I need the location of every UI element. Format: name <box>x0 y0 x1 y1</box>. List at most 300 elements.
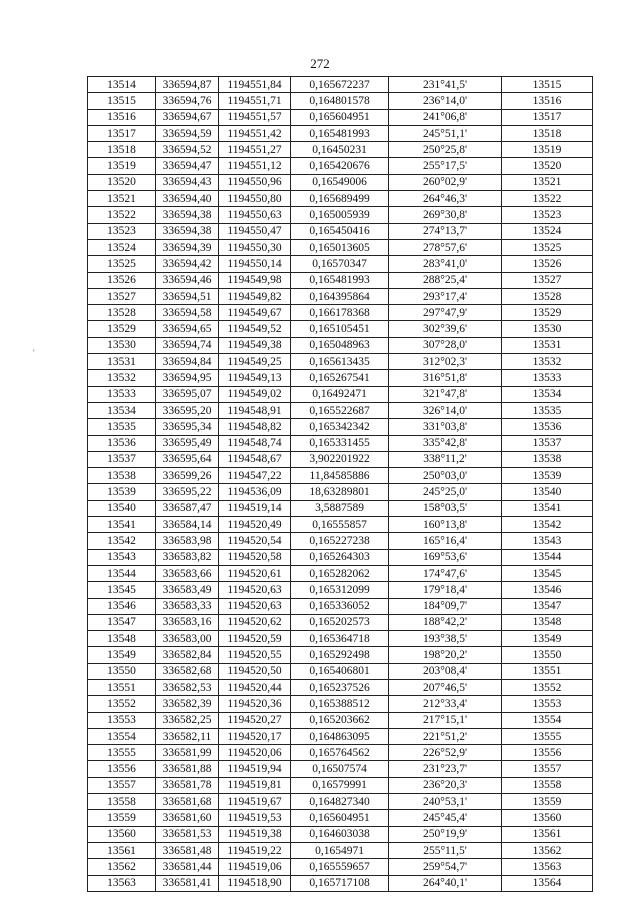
bearing-cell: 278°57,6' <box>389 239 502 255</box>
table-row <box>88 598 593 614</box>
point-number-cell: 13532 <box>88 370 156 386</box>
distance-cell: 0,164395864 <box>291 288 389 304</box>
y-coordinate-cell: 1194519,94 <box>219 761 291 777</box>
next-point-cell: 13517 <box>502 109 593 125</box>
y-coordinate-cell: 1194520,50 <box>219 663 291 679</box>
distance-cell: 0,165013605 <box>291 239 389 255</box>
x-coordinate-cell: 336583,98 <box>156 533 219 549</box>
next-point-cell: 13558 <box>502 777 593 793</box>
x-coordinate-cell: 336594,76 <box>156 93 219 109</box>
table-row <box>88 305 593 321</box>
distance-cell: 11,84585886 <box>291 468 389 484</box>
point-number-cell: 13515 <box>88 93 156 109</box>
x-coordinate-cell: 336582,11 <box>156 728 219 744</box>
table-row <box>88 370 593 386</box>
point-number-cell: 13548 <box>88 631 156 647</box>
next-point-cell: 13548 <box>502 614 593 630</box>
y-coordinate-cell: 1194549,82 <box>219 288 291 304</box>
bearing-cell: 274°13,7' <box>389 223 502 239</box>
next-point-cell: 13541 <box>502 500 593 516</box>
point-number-cell: 13516 <box>88 109 156 125</box>
y-coordinate-cell: 1194519,38 <box>219 826 291 842</box>
distance-cell: 0,165388512 <box>291 696 389 712</box>
table-row <box>88 517 593 533</box>
bearing-cell: 250°03,0' <box>389 468 502 484</box>
bearing-cell: 236°20,3' <box>389 777 502 793</box>
distance-cell: 0,165420676 <box>291 158 389 174</box>
distance-cell: 0,165267541 <box>291 370 389 386</box>
point-number-cell: 13520 <box>88 174 156 190</box>
distance-cell: 0,165450416 <box>291 223 389 239</box>
next-point-cell: 13551 <box>502 663 593 679</box>
distance-cell: 0,165105451 <box>291 321 389 337</box>
x-coordinate-cell: 336583,33 <box>156 598 219 614</box>
point-number-cell: 13535 <box>88 419 156 435</box>
point-number-cell: 13562 <box>88 859 156 875</box>
table-row <box>88 761 593 777</box>
y-coordinate-cell: 1194519,22 <box>219 842 291 858</box>
next-point-cell: 13535 <box>502 402 593 418</box>
bearing-cell: 188°42,2' <box>389 614 502 630</box>
x-coordinate-cell: 336583,16 <box>156 614 219 630</box>
table-row <box>88 142 593 158</box>
distance-cell: 0,165203662 <box>291 712 389 728</box>
distance-cell: 0,165717108 <box>291 875 389 891</box>
distance-cell: 0,165048963 <box>291 337 389 353</box>
point-number-cell: 13529 <box>88 321 156 337</box>
y-coordinate-cell: 1194519,06 <box>219 859 291 875</box>
x-coordinate-cell: 336594,95 <box>156 370 219 386</box>
y-coordinate-cell: 1194551,57 <box>219 109 291 125</box>
next-point-cell: 13533 <box>502 370 593 386</box>
table-row <box>88 174 593 190</box>
distance-cell: 18,63289801 <box>291 484 389 500</box>
table-row <box>88 239 593 255</box>
table-row <box>88 565 593 581</box>
table-row <box>88 402 593 418</box>
next-point-cell: 13520 <box>502 158 593 174</box>
y-coordinate-cell: 1194551,42 <box>219 125 291 141</box>
y-coordinate-cell: 1194519,67 <box>219 794 291 810</box>
point-number-cell: 13558 <box>88 794 156 810</box>
next-point-cell: 13542 <box>502 517 593 533</box>
point-number-cell: 13551 <box>88 679 156 695</box>
table-row <box>88 859 593 875</box>
y-coordinate-cell: 1194520,63 <box>219 598 291 614</box>
y-coordinate-cell: 1194550,30 <box>219 239 291 255</box>
table-row <box>88 223 593 239</box>
bearing-cell: 158°03,5' <box>389 500 502 516</box>
table-row <box>88 93 593 109</box>
table-row <box>88 109 593 125</box>
distance-cell: 0,1654971 <box>291 842 389 858</box>
distance-cell: 0,16549006 <box>291 174 389 190</box>
table-row <box>88 842 593 858</box>
point-number-cell: 13530 <box>88 337 156 353</box>
x-coordinate-cell: 336582,68 <box>156 663 219 679</box>
bearing-cell: 212°33,4' <box>389 696 502 712</box>
bearing-cell: 255°17,5' <box>389 158 502 174</box>
bearing-cell: 231°41,5' <box>389 77 502 93</box>
next-point-cell: 13529 <box>502 305 593 321</box>
bearing-cell: 245°45,4' <box>389 810 502 826</box>
next-point-cell: 13534 <box>502 386 593 402</box>
next-point-cell: 13539 <box>502 468 593 484</box>
bearing-cell: 331°03,8' <box>389 419 502 435</box>
distance-cell: 0,165312099 <box>291 582 389 598</box>
y-coordinate-cell: 1194549,52 <box>219 321 291 337</box>
point-number-cell: 13556 <box>88 761 156 777</box>
next-point-cell: 13525 <box>502 239 593 255</box>
point-number-cell: 13514 <box>88 77 156 93</box>
y-coordinate-cell: 1194548,67 <box>219 451 291 467</box>
next-point-cell: 13526 <box>502 256 593 272</box>
y-coordinate-cell: 1194549,13 <box>219 370 291 386</box>
point-number-cell: 13545 <box>88 582 156 598</box>
next-point-cell: 13532 <box>502 354 593 370</box>
x-coordinate-cell: 336595,07 <box>156 386 219 402</box>
x-coordinate-cell: 336595,20 <box>156 402 219 418</box>
table-row <box>88 663 593 679</box>
point-number-cell: 13552 <box>88 696 156 712</box>
x-coordinate-cell: 336581,41 <box>156 875 219 891</box>
bearing-cell: 169°53,6' <box>389 549 502 565</box>
next-point-cell: 13564 <box>502 875 593 891</box>
x-coordinate-cell: 336594,87 <box>156 77 219 93</box>
distance-cell: 0,16579991 <box>291 777 389 793</box>
point-number-cell: 13560 <box>88 826 156 842</box>
distance-cell: 0,165237526 <box>291 679 389 695</box>
distance-cell: 0,16492471 <box>291 386 389 402</box>
x-coordinate-cell: 336581,60 <box>156 810 219 826</box>
x-coordinate-cell: 336583,49 <box>156 582 219 598</box>
x-coordinate-cell: 336582,25 <box>156 712 219 728</box>
next-point-cell: 13546 <box>502 582 593 598</box>
x-coordinate-cell: 336594,74 <box>156 337 219 353</box>
next-point-cell: 13552 <box>502 679 593 695</box>
bearing-cell: 338°11,2' <box>389 451 502 467</box>
next-point-cell: 13562 <box>502 842 593 858</box>
next-point-cell: 13515 <box>502 77 593 93</box>
x-coordinate-cell: 336594,42 <box>156 256 219 272</box>
bearing-cell: 316°51,8' <box>389 370 502 386</box>
next-point-cell: 13556 <box>502 745 593 761</box>
point-number-cell: 13550 <box>88 663 156 679</box>
distance-cell: 0,165613435 <box>291 354 389 370</box>
distance-cell: 0,165336052 <box>291 598 389 614</box>
x-coordinate-cell: 336595,64 <box>156 451 219 467</box>
bearing-cell: 241°06,8' <box>389 109 502 125</box>
point-number-cell: 13563 <box>88 875 156 891</box>
x-coordinate-cell: 336594,84 <box>156 354 219 370</box>
next-point-cell: 13560 <box>502 810 593 826</box>
point-number-cell: 13534 <box>88 402 156 418</box>
table-row <box>88 451 593 467</box>
point-number-cell: 13542 <box>88 533 156 549</box>
x-coordinate-cell: 336581,99 <box>156 745 219 761</box>
next-point-cell: 13545 <box>502 565 593 581</box>
next-point-cell: 13538 <box>502 451 593 467</box>
bearing-cell: 326°14,0' <box>389 402 502 418</box>
next-point-cell: 13559 <box>502 794 593 810</box>
table-row <box>88 500 593 516</box>
bearing-cell: 283°41,0' <box>389 256 502 272</box>
point-number-cell: 13522 <box>88 207 156 223</box>
x-coordinate-cell: 336581,44 <box>156 859 219 875</box>
point-number-cell: 13554 <box>88 728 156 744</box>
x-coordinate-cell: 336594,51 <box>156 288 219 304</box>
bearing-cell: 321°47,8' <box>389 386 502 402</box>
point-number-cell: 13541 <box>88 517 156 533</box>
y-coordinate-cell: 1194520,58 <box>219 549 291 565</box>
x-coordinate-cell: 336594,43 <box>156 174 219 190</box>
table-row <box>88 875 593 891</box>
y-coordinate-cell: 1194551,12 <box>219 158 291 174</box>
point-number-cell: 13538 <box>88 468 156 484</box>
next-point-cell: 13530 <box>502 321 593 337</box>
table-row <box>88 631 593 647</box>
next-point-cell: 13561 <box>502 826 593 842</box>
next-point-cell: 13550 <box>502 647 593 663</box>
point-number-cell: 13546 <box>88 598 156 614</box>
distance-cell: 0,165005939 <box>291 207 389 223</box>
y-coordinate-cell: 1194520,17 <box>219 728 291 744</box>
distance-cell: 3,5887589 <box>291 500 389 516</box>
y-coordinate-cell: 1194519,81 <box>219 777 291 793</box>
margin-mark: ' <box>33 348 35 358</box>
bearing-cell: 245°25,0' <box>389 484 502 500</box>
y-coordinate-cell: 1194549,25 <box>219 354 291 370</box>
table-row <box>88 354 593 370</box>
next-point-cell: 13543 <box>502 533 593 549</box>
y-coordinate-cell: 1194520,55 <box>219 647 291 663</box>
table-row <box>88 125 593 141</box>
distance-cell: 0,165264303 <box>291 549 389 565</box>
bearing-cell: 236°14,0' <box>389 93 502 109</box>
y-coordinate-cell: 1194519,14 <box>219 500 291 516</box>
point-number-cell: 13524 <box>88 239 156 255</box>
distance-cell: 3,902201922 <box>291 451 389 467</box>
x-coordinate-cell: 336594,47 <box>156 158 219 174</box>
bearing-cell: 245°51,1' <box>389 125 502 141</box>
distance-cell: 0,164603038 <box>291 826 389 842</box>
y-coordinate-cell: 1194549,02 <box>219 386 291 402</box>
point-number-cell: 13521 <box>88 191 156 207</box>
x-coordinate-cell: 336584,14 <box>156 517 219 533</box>
bearing-cell: 250°25,8' <box>389 142 502 158</box>
x-coordinate-cell: 336583,66 <box>156 565 219 581</box>
next-point-cell: 13554 <box>502 712 593 728</box>
x-coordinate-cell: 336594,39 <box>156 239 219 255</box>
bearing-cell: 293°17,4' <box>389 288 502 304</box>
distance-cell: 0,165672237 <box>291 77 389 93</box>
x-coordinate-cell: 336594,67 <box>156 109 219 125</box>
y-coordinate-cell: 1194520,06 <box>219 745 291 761</box>
table-row <box>88 728 593 744</box>
x-coordinate-cell: 336595,49 <box>156 435 219 451</box>
table-row <box>88 256 593 272</box>
table-row <box>88 826 593 842</box>
bearing-cell: 250°19,9' <box>389 826 502 842</box>
y-coordinate-cell: 1194549,38 <box>219 337 291 353</box>
point-number-cell: 13526 <box>88 272 156 288</box>
point-number-cell: 13543 <box>88 549 156 565</box>
table-row <box>88 614 593 630</box>
x-coordinate-cell: 336583,00 <box>156 631 219 647</box>
point-number-cell: 13540 <box>88 500 156 516</box>
next-point-cell: 13563 <box>502 859 593 875</box>
table-row <box>88 794 593 810</box>
bearing-cell: 160°13,8' <box>389 517 502 533</box>
next-point-cell: 13524 <box>502 223 593 239</box>
bearing-cell: 198°20,2' <box>389 647 502 663</box>
bearing-cell: 179°18,4' <box>389 582 502 598</box>
page-number: 272 <box>310 56 330 71</box>
table-row <box>88 321 593 337</box>
point-number-cell: 13517 <box>88 125 156 141</box>
table-row <box>88 435 593 451</box>
table-row <box>88 337 593 353</box>
point-number-cell: 13528 <box>88 305 156 321</box>
distance-cell: 0,165227238 <box>291 533 389 549</box>
bearing-cell: 269°30,8' <box>389 207 502 223</box>
table-row <box>88 207 593 223</box>
bearing-cell: 165°16,4' <box>389 533 502 549</box>
distance-cell: 0,165406801 <box>291 663 389 679</box>
bearing-cell: 264°40,1' <box>389 875 502 891</box>
bearing-cell: 312°02,3' <box>389 354 502 370</box>
distance-cell: 0,165522687 <box>291 402 389 418</box>
point-number-cell: 13523 <box>88 223 156 239</box>
point-number-cell: 13561 <box>88 842 156 858</box>
y-coordinate-cell: 1194548,82 <box>219 419 291 435</box>
point-number-cell: 13519 <box>88 158 156 174</box>
point-number-cell: 13544 <box>88 565 156 581</box>
y-coordinate-cell: 1194520,62 <box>219 614 291 630</box>
x-coordinate-cell: 336581,88 <box>156 761 219 777</box>
next-point-cell: 13522 <box>502 191 593 207</box>
table-row <box>88 533 593 549</box>
distance-cell: 0,165331455 <box>291 435 389 451</box>
distance-cell: 0,165364718 <box>291 631 389 647</box>
table-row <box>88 191 593 207</box>
x-coordinate-cell: 336594,38 <box>156 207 219 223</box>
bearing-cell: 193°38,5' <box>389 631 502 647</box>
distance-cell: 0,165342342 <box>291 419 389 435</box>
bearing-cell: 264°46,3' <box>389 191 502 207</box>
x-coordinate-cell: 336594,52 <box>156 142 219 158</box>
bearing-cell: 335°42,8' <box>389 435 502 451</box>
bearing-cell: 259°54,7' <box>389 859 502 875</box>
x-coordinate-cell: 336594,58 <box>156 305 219 321</box>
y-coordinate-cell: 1194548,74 <box>219 435 291 451</box>
y-coordinate-cell: 1194550,63 <box>219 207 291 223</box>
bearing-cell: 302°39,6' <box>389 321 502 337</box>
distance-cell: 0,16450231 <box>291 142 389 158</box>
y-coordinate-cell: 1194520,27 <box>219 712 291 728</box>
next-point-cell: 13518 <box>502 125 593 141</box>
point-number-cell: 13531 <box>88 354 156 370</box>
distance-cell: 0,165481993 <box>291 272 389 288</box>
next-point-cell: 13528 <box>502 288 593 304</box>
distance-cell: 0,16555857 <box>291 517 389 533</box>
point-number-cell: 13559 <box>88 810 156 826</box>
x-coordinate-cell: 336594,59 <box>156 125 219 141</box>
point-number-cell: 13533 <box>88 386 156 402</box>
y-coordinate-cell: 1194550,80 <box>219 191 291 207</box>
x-coordinate-cell: 336581,53 <box>156 826 219 842</box>
distance-cell: 0,165559657 <box>291 859 389 875</box>
distance-cell: 0,165604951 <box>291 109 389 125</box>
bearing-cell: 297°47,9' <box>389 305 502 321</box>
table-row <box>88 77 593 93</box>
y-coordinate-cell: 1194520,49 <box>219 517 291 533</box>
table-row <box>88 484 593 500</box>
point-number-cell: 13536 <box>88 435 156 451</box>
coordinates-table-body <box>88 77 593 892</box>
bearing-cell: 255°11,5' <box>389 842 502 858</box>
y-coordinate-cell: 1194518,90 <box>219 875 291 891</box>
next-point-cell: 13555 <box>502 728 593 744</box>
y-coordinate-cell: 1194520,44 <box>219 679 291 695</box>
distance-cell: 0,165481993 <box>291 125 389 141</box>
distance-cell: 0,164801578 <box>291 93 389 109</box>
table-row <box>88 419 593 435</box>
y-coordinate-cell: 1194520,59 <box>219 631 291 647</box>
y-coordinate-cell: 1194520,36 <box>219 696 291 712</box>
x-coordinate-cell: 336599,26 <box>156 468 219 484</box>
bearing-cell: 240°53,1' <box>389 794 502 810</box>
next-point-cell: 13531 <box>502 337 593 353</box>
table-row <box>88 386 593 402</box>
y-coordinate-cell: 1194547,22 <box>219 468 291 484</box>
distance-cell: 0,166178368 <box>291 305 389 321</box>
bearing-cell: 221°51,2' <box>389 728 502 744</box>
bearing-cell: 231°23,7' <box>389 761 502 777</box>
x-coordinate-cell: 336581,78 <box>156 777 219 793</box>
next-point-cell: 13549 <box>502 631 593 647</box>
table-row <box>88 810 593 826</box>
bearing-cell: 260°02,9' <box>389 174 502 190</box>
y-coordinate-cell: 1194549,98 <box>219 272 291 288</box>
table-row <box>88 468 593 484</box>
point-number-cell: 13555 <box>88 745 156 761</box>
y-coordinate-cell: 1194548,91 <box>219 402 291 418</box>
table-row <box>88 777 593 793</box>
x-coordinate-cell: 336595,34 <box>156 419 219 435</box>
x-coordinate-cell: 336581,48 <box>156 842 219 858</box>
bearing-cell: 184°09,7' <box>389 598 502 614</box>
next-point-cell: 13540 <box>502 484 593 500</box>
next-point-cell: 13523 <box>502 207 593 223</box>
point-number-cell: 13547 <box>88 614 156 630</box>
x-coordinate-cell: 336594,65 <box>156 321 219 337</box>
x-coordinate-cell: 336594,46 <box>156 272 219 288</box>
table-row <box>88 745 593 761</box>
y-coordinate-cell: 1194550,14 <box>219 256 291 272</box>
table-row <box>88 158 593 174</box>
table-row <box>88 272 593 288</box>
distance-cell: 0,165764562 <box>291 745 389 761</box>
x-coordinate-cell: 336582,84 <box>156 647 219 663</box>
y-coordinate-cell: 1194550,47 <box>219 223 291 239</box>
next-point-cell: 13537 <box>502 435 593 451</box>
x-coordinate-cell: 336595,22 <box>156 484 219 500</box>
y-coordinate-cell: 1194551,27 <box>219 142 291 158</box>
x-coordinate-cell: 336594,40 <box>156 191 219 207</box>
next-point-cell: 13516 <box>502 93 593 109</box>
x-coordinate-cell: 336582,53 <box>156 679 219 695</box>
